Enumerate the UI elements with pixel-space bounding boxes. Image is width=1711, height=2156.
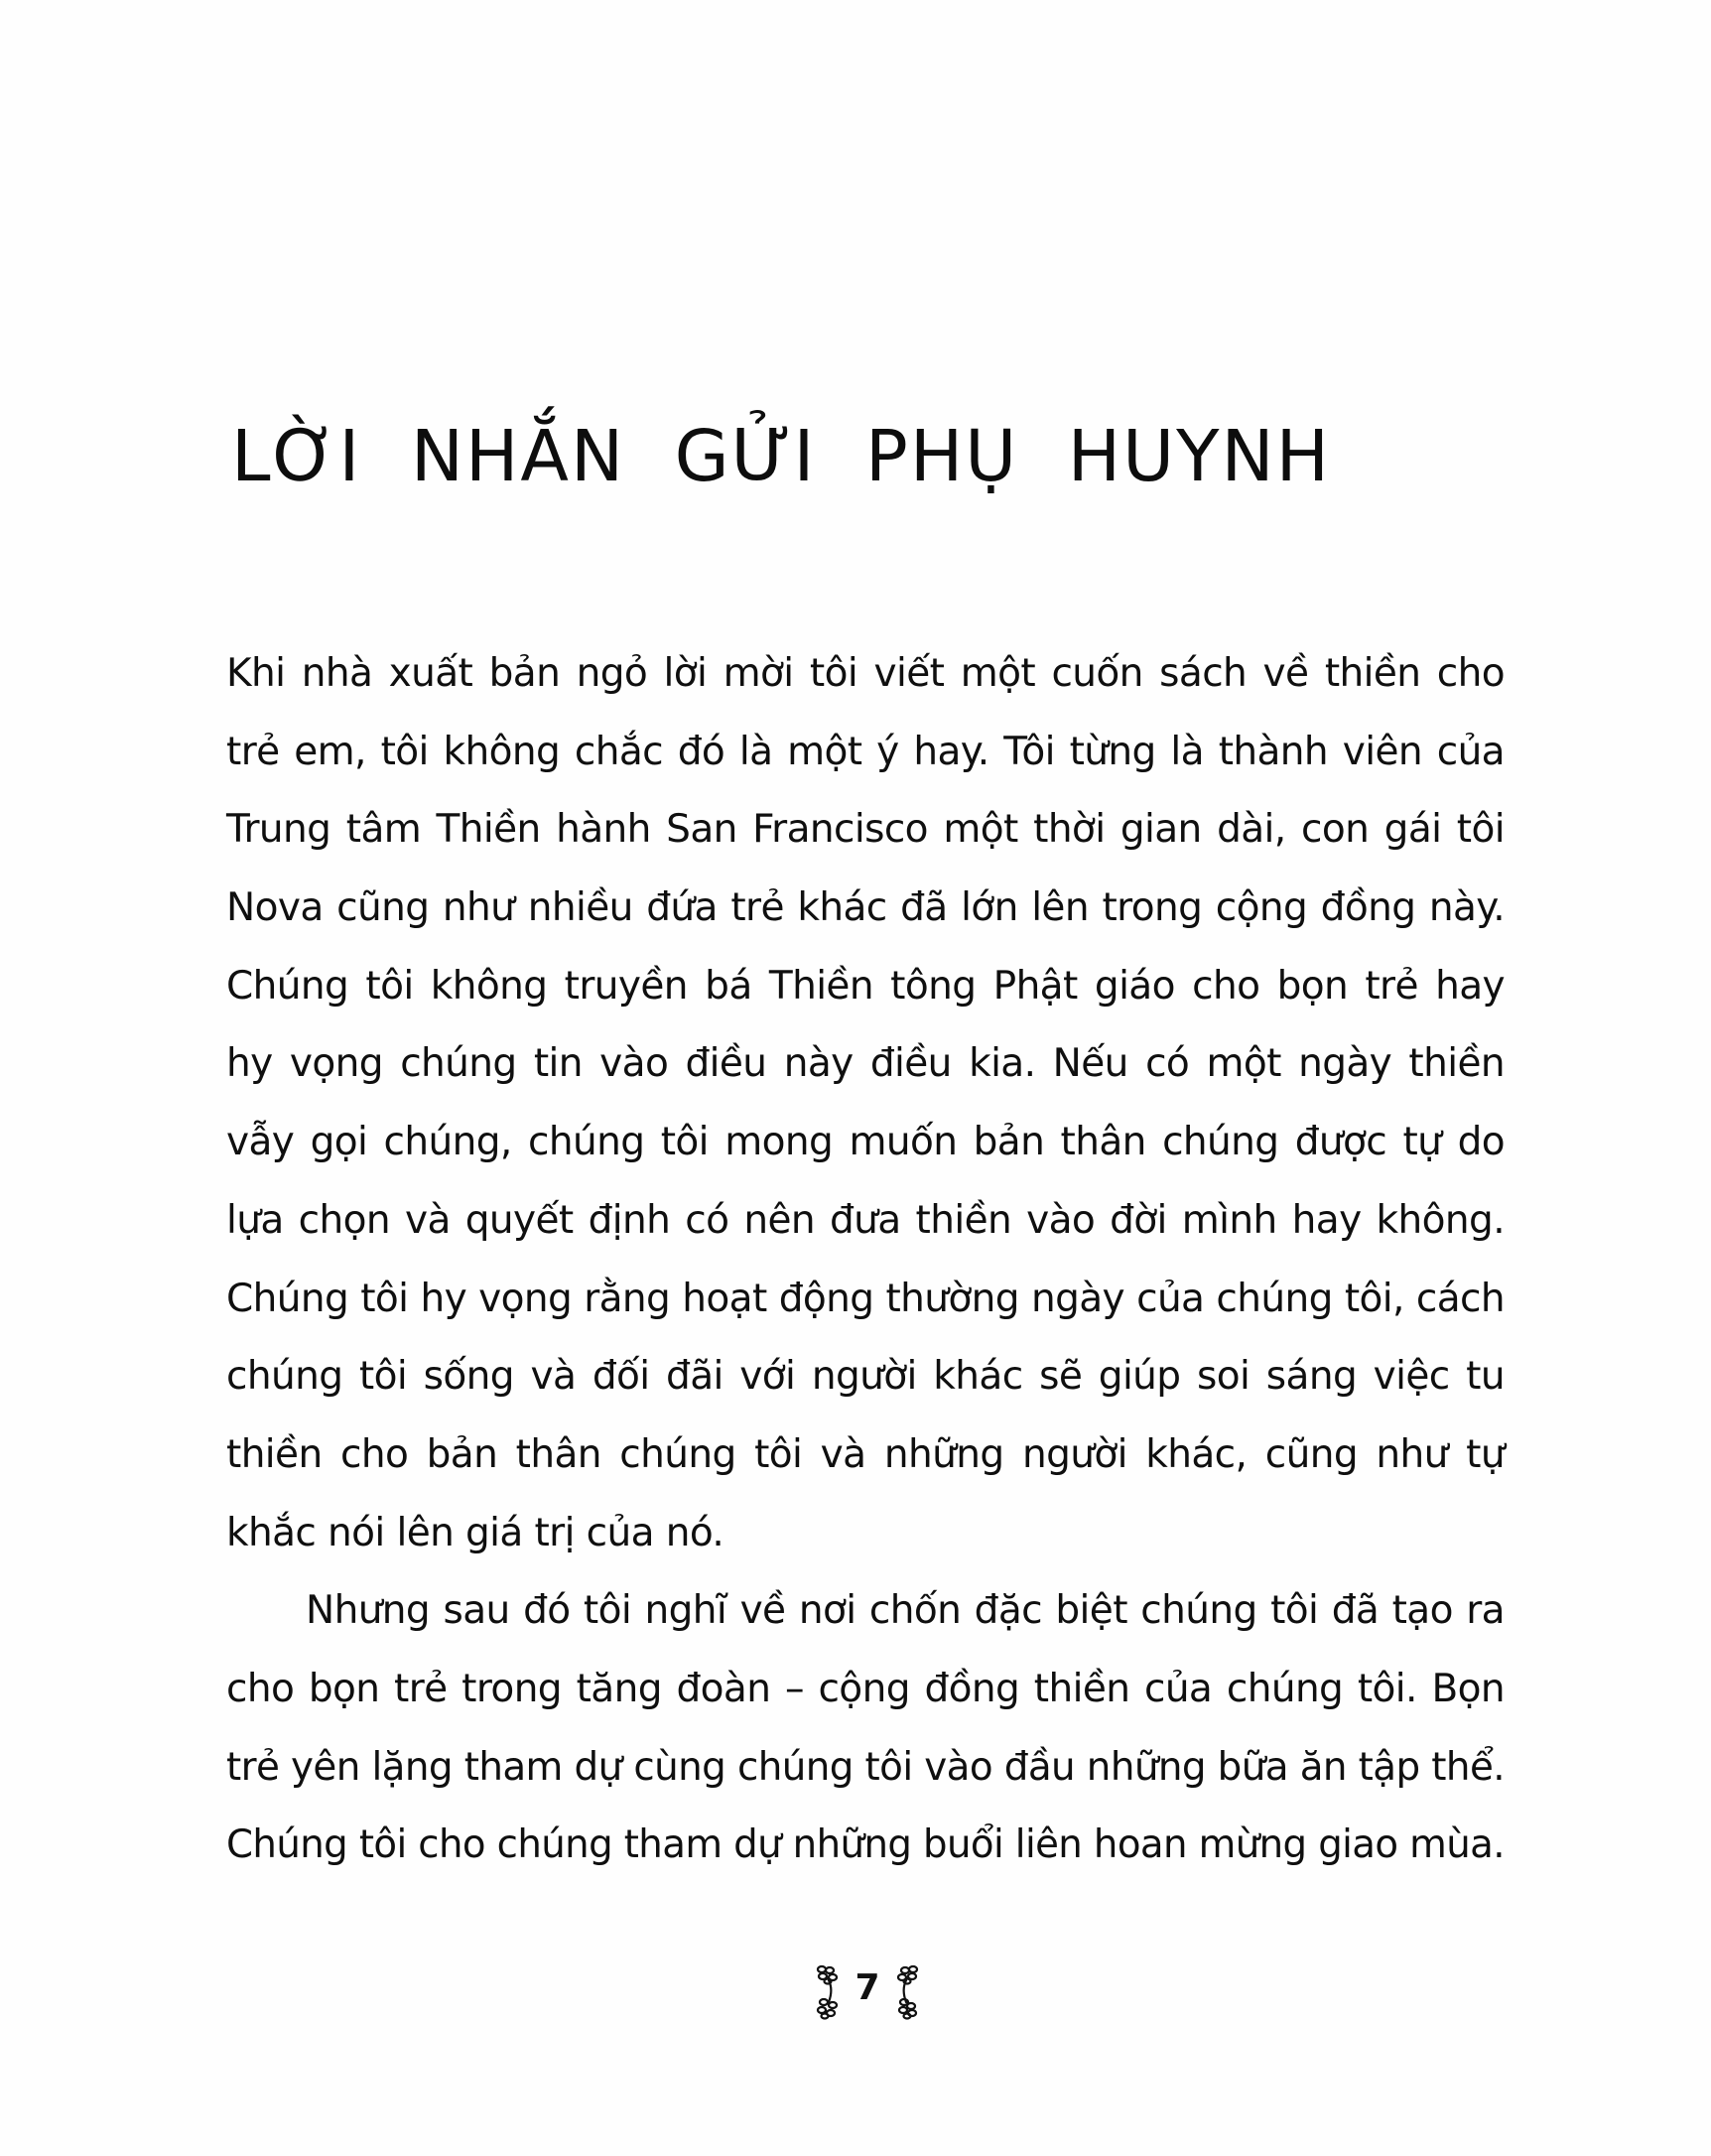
paragraph-1	[226, 635, 1505, 1572]
page-title: LỜI NHẮN GỬI PHỤ HUYNH	[231, 415, 1331, 497]
page-number: 7	[855, 1967, 880, 2008]
text-line: Chúng tôi hy vọng rằng hoạt động thường ngày của chúng tôi, cách	[226, 1276, 1505, 1321]
text-line: Chúng tôi cho chúng tham dự những buổi liên hoan mừng giao mùa.	[226, 1822, 1505, 1868]
text-line: trẻ em, tôi không chắc đó là một ý hay. Tôi từng là thành viên của	[226, 729, 1505, 774]
text-line: Chúng tôi không truyền bá Thiền tông Phật giáo cho bọn trẻ hay	[226, 963, 1505, 1009]
body-text	[226, 635, 1505, 1885]
text-line: Khi nhà xuất bản ngỏ lời mời tôi viết một cuốn sách về thiền cho	[226, 651, 1505, 696]
text-line: Nhưng sau đó tôi nghĩ về nơi chốn đặc biệt chúng tôi đã tạo ra	[306, 1588, 1505, 1634]
leaf-vine-ornament-left-icon	[815, 1964, 841, 2020]
paragraph-2	[226, 1572, 1505, 1885]
text-line: khắc nói lên giá trị của nó.	[226, 1510, 724, 1555]
text-line: trẻ yên lặng tham dự cùng chúng tôi vào đầu những bữa ăn tập thể.	[226, 1744, 1505, 1790]
text-line: thiền cho bản thân chúng tôi và những người khác, cũng như tự	[226, 1431, 1505, 1477]
text-line: vẫy gọi chúng, chúng tôi mong muốn bản thân chúng được tự do	[226, 1120, 1505, 1165]
text-line: chúng tôi sống và đối đãi với người khác sẽ giúp soi sáng việc tu	[226, 1354, 1505, 1400]
leaf-vine-ornament-right-icon	[894, 1964, 920, 2020]
text-line: lựa chọn và quyết định có nên đưa thiền vào đời mình hay không.	[226, 1197, 1505, 1243]
text-line: cho bọn trẻ trong tăng đoàn – cộng đồng thiền của chúng tôi. Bọn	[226, 1666, 1505, 1711]
text-line: hy vọng chúng tin vào điều này điều kia. Nếu có một ngày thiền	[226, 1041, 1505, 1087]
text-line: Nova cũng như nhiều đứa trẻ khác đã lớn lên trong cộng đồng này.	[226, 885, 1505, 931]
page-folio	[806, 1957, 929, 2027]
text-line: Trung tâm Thiền hành San Francisco một thời gian dài, con gái tôi	[226, 807, 1505, 853]
